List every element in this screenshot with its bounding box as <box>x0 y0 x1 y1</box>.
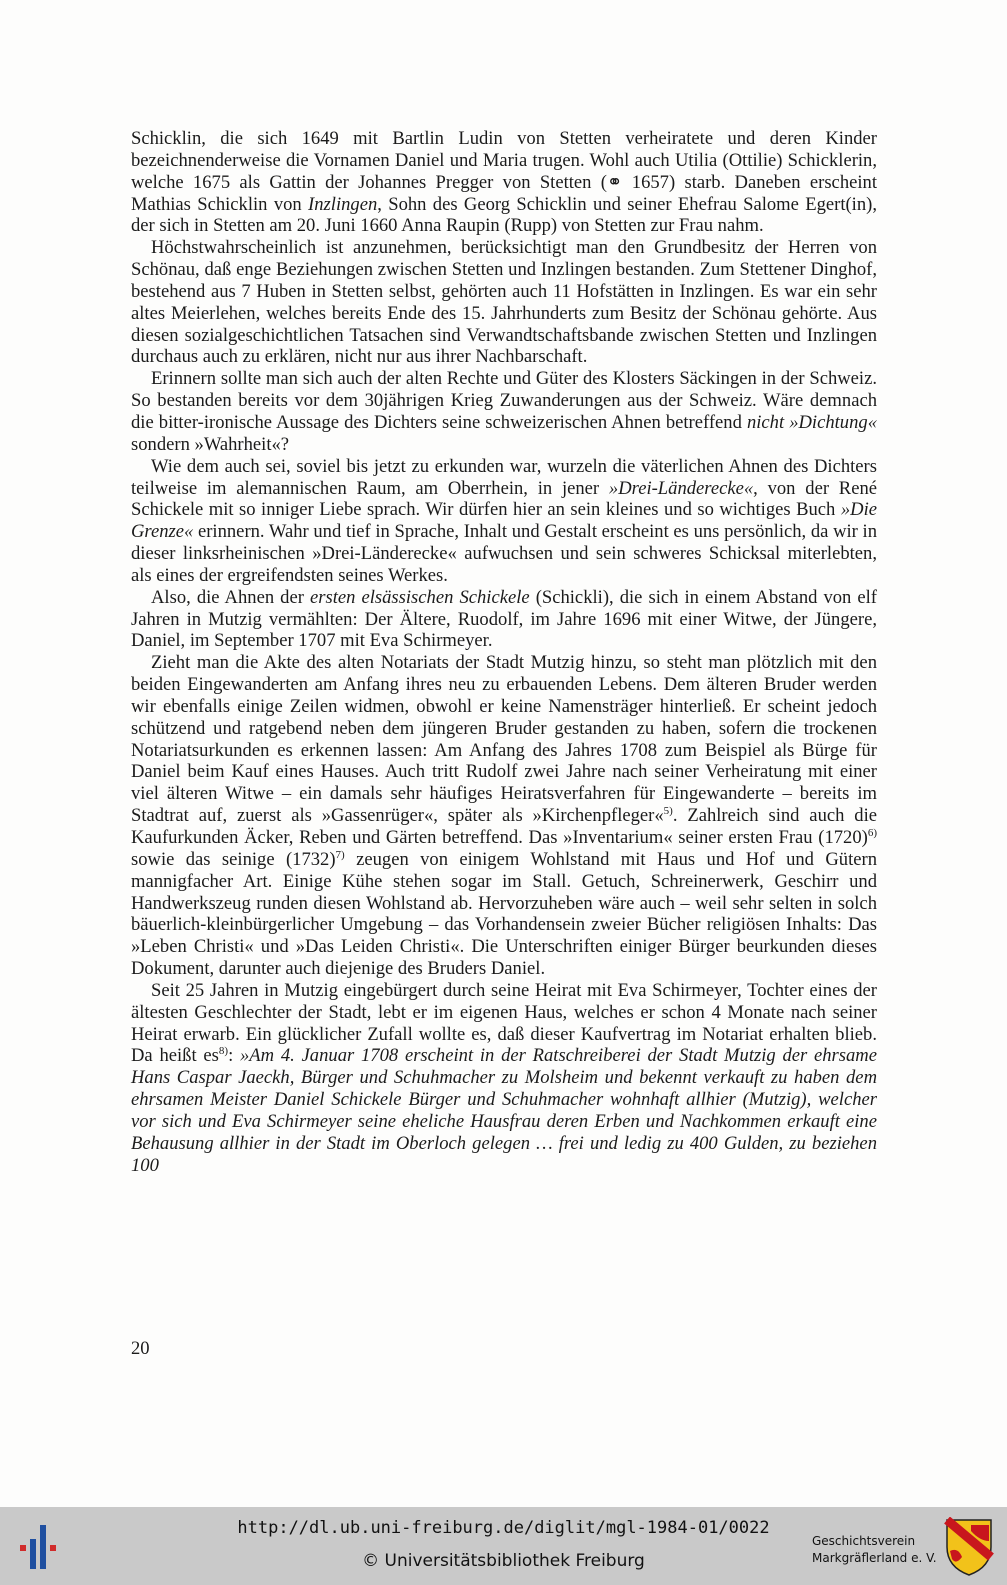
text-run: sowie das seinige (1732) <box>131 848 336 870</box>
footnote-reference: 5) <box>663 805 673 818</box>
paragraph <box>131 368 877 455</box>
text-run: Seit 25 Jahren in Mutzig eingebürgert durch seine Heirat mit Eva Schirmeyer, Tochter eines der ältesten Geschlechter der Stadt, lebt er im eigenen Haus, welches er schon 4 Monate nach seiner Heirat erwarb. Ein glücklicher Zufall wollte es, daß dieser Kaufvertrag im Notariat erhalten blieb. Da heißt es <box>131 979 877 1067</box>
footnote-reference: 7) <box>335 848 345 861</box>
society-name-line1: Geschichtsverein <box>812 1534 916 1548</box>
paragraph <box>131 587 877 653</box>
footer-bar <box>0 1507 1007 1585</box>
footnote-reference: 8) <box>218 1045 229 1058</box>
text-run: Schicklin, die sich 1649 mit Bartlin Ludin von Stetten verheiratete und deren Kinder bezeichnenderweise die Vornamen Daniel und Maria trugen. Wohl auch Utilia (Ottilie) Schicklerin, welche 1675 als Gattin der Johannes Pregger von Stetten (⚭ 1657) starb. Daneben erscheint Mathias Schicklin von <box>131 128 877 215</box>
paragraph <box>131 128 877 237</box>
society-name-line2: Markgräflerland e. V. <box>812 1551 937 1565</box>
text-run: Erinnern sollte man sich auch der alten Rechte und Güter des Klosters Säckingen in der Schweiz. So bestanden bereits vor dem 30jährigen Krieg Zuwanderungen aus der Schweiz. Wäre demnach die bitter-ironische Aussage des Dichters seine schweizerischen Ahnen betreffend <box>131 368 877 433</box>
text-run: , von der René Schickele mit so inniger Liebe sprach. Wir dürfen hier an sein kleines und so wichtiges Buch <box>131 477 877 521</box>
italic-text: nicht »Dichtung« <box>746 411 877 433</box>
society-name <box>812 1533 937 1567</box>
text-run: Zieht man die Akte des alten Notariats der Stadt Mutzig hinzu, so steht man plötzlich mit den beiden Eingewanderten am Anfang ihres neu zu erbauenden Lebens. Dem älteren Bruder werden wir ebenfalls einige Zeilen widmen, obwohl er keine Namensträger hinterließ. Er scheint jedoch schützend und ratgebend neben dem jüngeren Bruder gestanden zu haben, sofern die trockenen Notariatsurkunden es erkennen lassen: Am Anfang des Jahres 1708 zum Beispiel als Bürge für Daniel beim Kauf eines Hauses. Auch tritt Rudolf zwei Jahre nach seiner Verheiratung mit einer viel älteren Witwe – ein damals sehr häufiges Heiratsverfahren für Eingewanderte – bereits im Stadtrat auf, zuerst als »Gassenrüger«, später als »Kirchenpfleger« <box>131 652 877 827</box>
source-url[interactable]: http://dl.ub.uni-freiburg.de/diglit/mgl-1984-01/0022 <box>237 1518 770 1538</box>
text-run: erinnern. Wahr und tief in Sprache, Inhalt und Gestalt erscheint es uns persönlich, da wir in dieser linksrheinischen »Drei-Länderecke« aufwuchsen und sein schweres Schicksal miterlebten, als eines der ergreifendsten seines Werkes. <box>131 521 877 586</box>
text-run: Wie dem auch sei, soviel bis jetzt zu erkunden war, wurzeln die väterlichen Ahnen des Dichters teilweise im alemannischen Raum, am Oberrhein, in jener <box>131 455 877 499</box>
body-text <box>131 128 877 1177</box>
text-run: Höchstwahrscheinlich ist anzunehmen, berücksichtigt man den Grundbesitz der Herren von Schönau, daß enge Beziehungen zwischen Stetten und Inzlingen bestanden. Zum Stettener Dinghof, bestehend aus 7 Huben in Stetten selbst, gehörten auch 11 Hofstätten in Inzlingen. Es war ein sehr altes Meierlehen, welches bereits Ende des 15. Jahrhunderts zum Besitz der Schönau gehörte. Aus diesen sozialgeschichtlichen Tatsachen sind Verwandtschaftsbande zwischen Stetten und Inzlingen durchaus auch zu erklären, nicht nur aus ihrer Nachbarschaft. <box>131 237 877 368</box>
text-run: : <box>228 1045 240 1067</box>
italic-text: »Am 4. Januar 1708 erscheint in der Ratschreiberei der Stadt Mutzig der ehrsame Hans Caspar Jaeckh, Bürger und Schuhmacher zu Molsheim und bekennt verkauft zu haben dem ehrsamen Meister Daniel Schickele Bürger und Schuhmacher wohnhaft allhier (Mutzig), welcher vor sich und Eva Schirmeyer seine eheliche Hausfrau deren Erben und Nachkommen erkauft eine Behausung allhier in der Stadt im Oberloch gelegen … frei und ledig zu 400 Gulden, zu beziehen 100 <box>131 1045 877 1176</box>
text-run: (Schickli), die sich in einem Abstand von elf Jahren in Mutzig vermählten: Der Ältere, Ruodolf, im Jahre 1696 mit einer Witwe, der Jüngere, Daniel, im September 1707 mit Eva Schirmeyer. <box>131 586 878 652</box>
italic-text: Inzlingen <box>308 193 378 215</box>
footnote-reference: 6) <box>867 827 877 839</box>
paragraph <box>131 980 877 1177</box>
italic-text: »Drei-Länderecke« <box>608 477 754 499</box>
text-run: sondern »Wahrheit«? <box>131 433 290 455</box>
text-run: zeugen von einigem Wohlstand mit Haus und Hof und Gütern mannigfacher Art. Einige Kühe stehen sogar im Stall. Getuch, Schreinerwerk, Geschirr und Handwerkszeug runden diesen Wohlstand ab. Hervorzuheben wäre auch – weil sehr selten in solch bäuerlich-kleinbürgerlicher Umgebung – das Vorhandensein zweier Bücher religiösen Inhalts: Das »Leben Christi« und »Das Leiden Christi«. Die Unterschriften einiger Bürger beurkunden dieses Dokument, darunter auch diejenige des Bruders Daniel. <box>131 848 877 980</box>
paragraph <box>131 652 877 980</box>
paragraph <box>131 237 877 368</box>
coat-of-arms-icon <box>944 1517 994 1577</box>
text-run: Also, die Ahnen der <box>151 586 310 608</box>
text-run: . Zahlreich sind auch die Kaufurkunden Äcker, Reben und Gärten betreffend. Das »Inventarium« seiner ersten Frau (1720) <box>131 805 877 848</box>
copyright-notice: © Universitätsbibliothek Freiburg <box>362 1551 645 1571</box>
italic-text: ersten elsässischen Schickele <box>309 586 530 608</box>
text-run: , Sohn des Georg Schicklin und seiner Ehefrau Salome Egert(in), der sich in Stetten am 20. Juni 1660 Anna Raupin (Rupp) von Stetten zur Frau nahm. <box>131 193 877 237</box>
italic-text: »Die Grenze« <box>131 499 877 543</box>
page-number: 20 <box>131 1338 150 1359</box>
paragraph <box>131 456 877 587</box>
